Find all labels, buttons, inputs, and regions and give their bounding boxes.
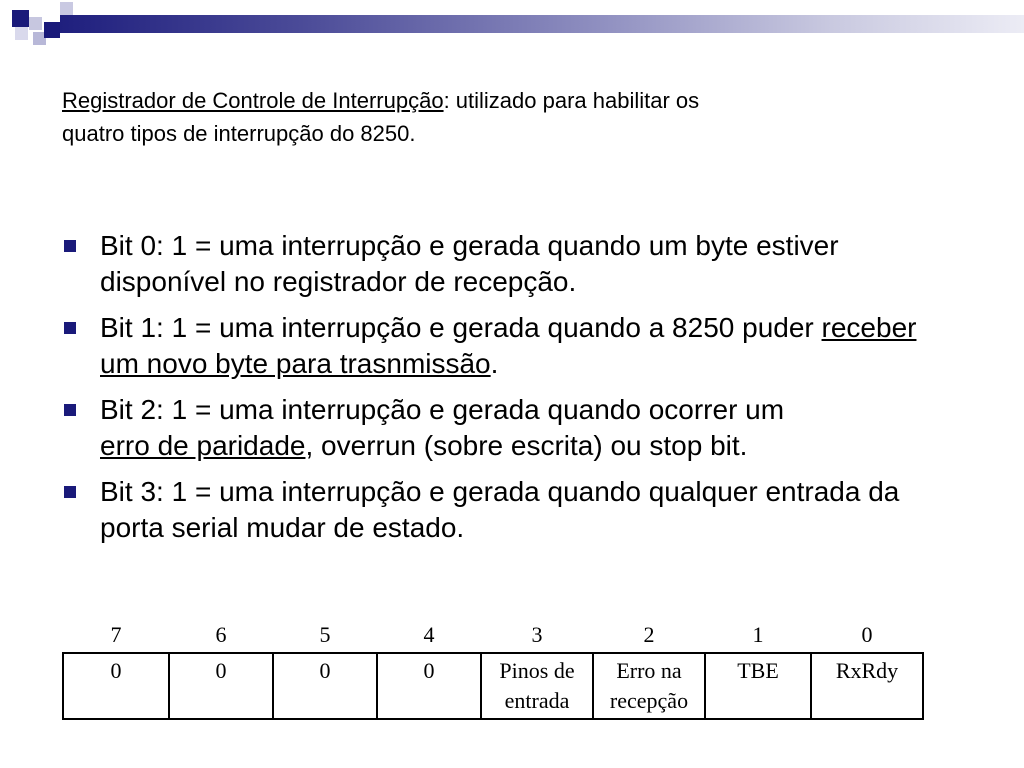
bit-value: Erro na <box>616 658 682 683</box>
bit-cell <box>481 653 593 719</box>
bit-value: Pinos de <box>499 658 575 683</box>
bit-value: 0 <box>423 658 435 683</box>
bit-value: RxRdy <box>835 658 899 683</box>
bullet-text: Bit 1: 1 = uma interrupção e gerada quando a 8250 puder <box>100 312 822 343</box>
decor-square <box>44 22 60 38</box>
bullet-underlined-text: erro de paridade <box>100 430 306 461</box>
square-bullet-icon <box>64 322 76 334</box>
decor-square <box>12 10 29 27</box>
bit-number: 4 <box>423 622 435 647</box>
bit-cell <box>377 653 481 719</box>
bit-value: recepção <box>609 688 689 713</box>
bit-layout-table <box>62 620 924 720</box>
bullet-underlined-text: receber um novo byte para trasnmissão <box>100 312 917 379</box>
square-bullet-icon <box>64 240 76 252</box>
register-name: Registrador de Controle de Interrupção <box>62 88 444 113</box>
bit-value: 0 <box>110 658 122 683</box>
bullet-item-bit2 <box>62 392 962 464</box>
register-bit-table <box>62 620 924 720</box>
decor-square <box>60 2 73 15</box>
bit-number: 7 <box>110 622 122 647</box>
bullet-item-bit1 <box>62 310 962 382</box>
bit-number: 1 <box>752 622 764 647</box>
bit-number: 5 <box>319 622 331 647</box>
bullet-text: Bit 2: 1 = uma interrupção e gerada quando ocorrer um <box>100 394 785 425</box>
bit-cell <box>593 653 705 719</box>
bit-number: 2 <box>643 622 655 647</box>
bit-number: 3 <box>531 622 543 647</box>
bullet-text: Bit 3: 1 = uma interrupção e gerada quando qualquer entrada da porta serial mudar de estado. <box>100 476 900 543</box>
bit-cell <box>705 653 811 719</box>
bullet-text-end: , overrun (sobre escrita) ou stop bit. <box>305 430 748 461</box>
bit-description-list <box>62 228 962 556</box>
bit-number-row <box>63 620 923 653</box>
bit-cell <box>63 653 169 719</box>
bit-value: 0 <box>215 658 227 683</box>
gradient-bar <box>60 15 1024 33</box>
bit-value: entrada <box>504 688 570 713</box>
decor-square <box>29 17 42 30</box>
bullet-text-end: . <box>490 348 499 379</box>
bullet-text: Bit 0: 1 = uma interrupção e gerada quando um byte estiver disponível no registrador de recepção. <box>100 230 839 297</box>
bit-cell <box>273 653 377 719</box>
slide-intro <box>62 84 962 150</box>
square-bullet-icon <box>64 404 76 416</box>
bit-cell <box>169 653 273 719</box>
bit-number: 0 <box>861 622 873 647</box>
bit-value: TBE <box>737 658 779 683</box>
intro-text-line2: quatro tipos de interrupção do 8250. <box>62 121 416 146</box>
decor-square <box>15 27 28 40</box>
bullet-item-bit0 <box>62 228 962 300</box>
bit-value: 0 <box>319 658 331 683</box>
intro-text-line1: : utilizado para habilitar os <box>443 88 700 113</box>
bit-number: 6 <box>215 622 227 647</box>
square-bullet-icon <box>64 486 76 498</box>
bit-cell <box>811 653 923 719</box>
title-decoration <box>0 0 1024 45</box>
bullet-item-bit3 <box>62 474 962 546</box>
bit-value-row <box>63 653 923 719</box>
